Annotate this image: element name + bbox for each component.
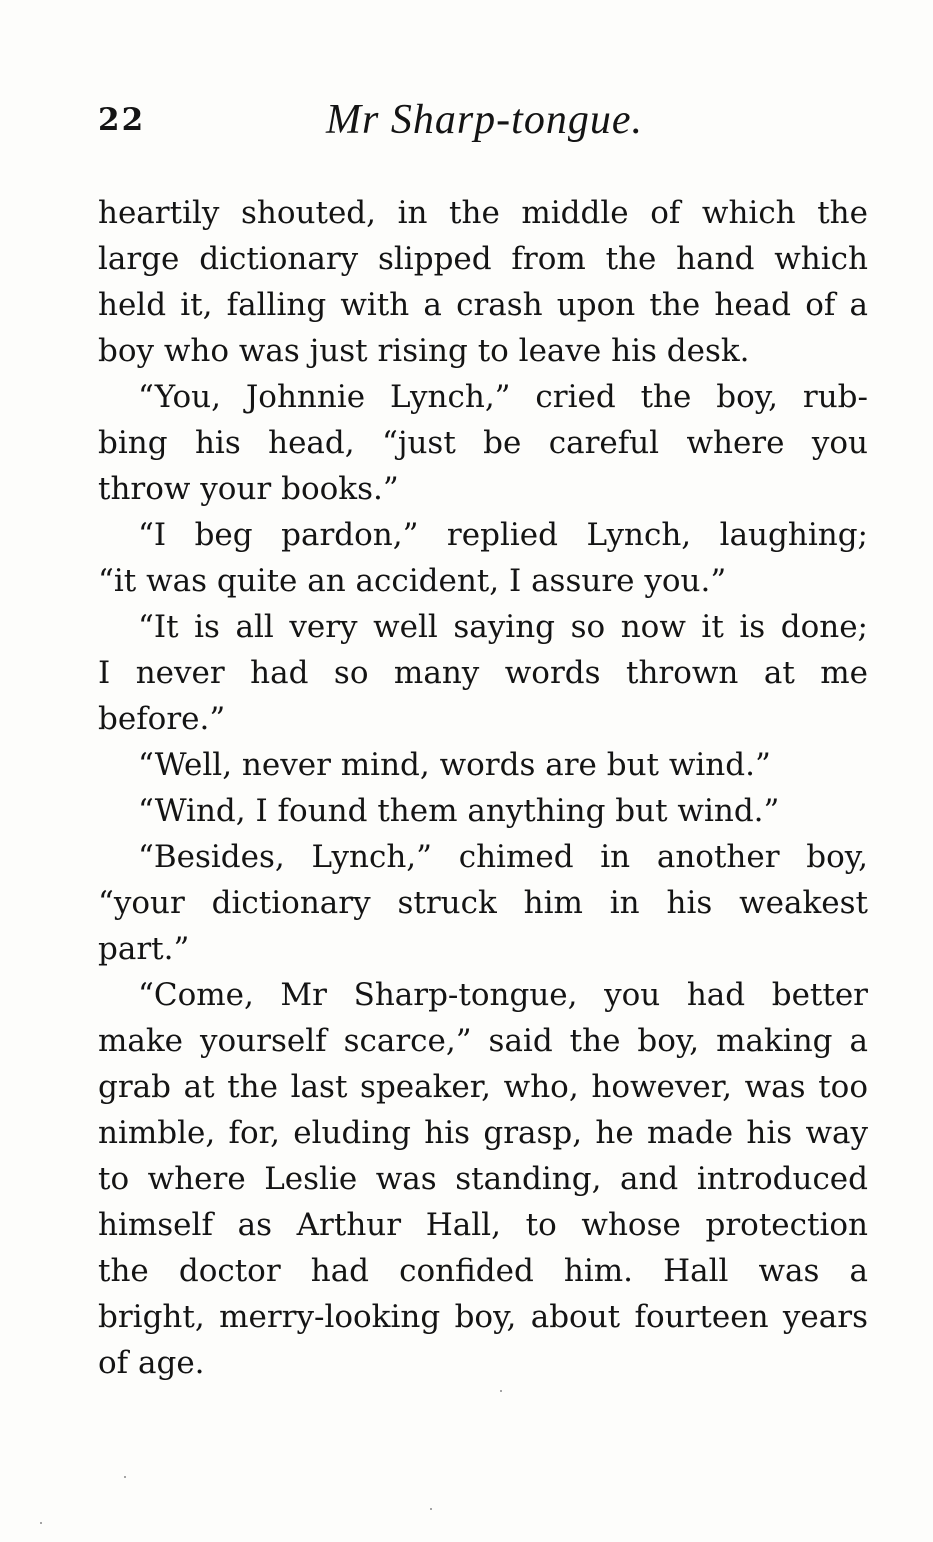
text-line: bright, merry-looking boy, about fourteen years bbox=[98, 1299, 868, 1335]
running-head bbox=[98, 96, 868, 146]
body-text bbox=[98, 190, 868, 1386]
running-title: Mr Sharp-tongue. bbox=[326, 97, 643, 143]
text-line: before.” bbox=[98, 701, 226, 737]
text-line: I never had so many words thrown at me bbox=[98, 655, 868, 691]
text-line: to where Leslie was standing, and introduced bbox=[98, 1161, 868, 1197]
text-line: himself as Arthur Hall, to whose protection bbox=[98, 1207, 868, 1243]
text-line: large dictionary slipped from the hand which bbox=[98, 241, 868, 277]
text-line: bing his head, “just be careful where you bbox=[98, 425, 868, 461]
text-line: “Well, never mind, words are but wind.” bbox=[138, 747, 771, 783]
text-line: part.” bbox=[98, 931, 190, 967]
text-line: “Come, Mr Sharp-tongue, you had better bbox=[138, 977, 868, 1013]
text-line: “it was quite an accident, I assure you.” bbox=[98, 563, 727, 599]
text-line: grab at the last speaker, who, however, was too bbox=[98, 1069, 868, 1105]
text-line: “I beg pardon,” replied Lynch, laughing; bbox=[138, 517, 868, 553]
text-line: “You, Johnnie Lynch,” cried the boy, rub- bbox=[138, 379, 868, 415]
text-line: “your dictionary struck him in his weakest bbox=[98, 885, 868, 921]
paper-speck bbox=[430, 1508, 432, 1510]
text-line: “Wind, I found them anything but wind.” bbox=[138, 793, 780, 829]
text-line: of age. bbox=[98, 1345, 205, 1381]
paper-speck bbox=[124, 1476, 126, 1478]
text-line: boy who was just rising to leave his desk. bbox=[98, 333, 750, 369]
paper-speck bbox=[500, 1390, 502, 1392]
text-line: “It is all very well saying so now it is done; bbox=[138, 609, 868, 645]
text-line: “Besides, Lynch,” chimed in another boy, bbox=[138, 839, 868, 875]
paper-speck bbox=[40, 1522, 42, 1524]
text-line: throw your books.” bbox=[98, 471, 399, 507]
text-line: nimble, for, eluding his grasp, he made his way bbox=[98, 1115, 868, 1151]
text-line: heartily shouted, in the middle of which the bbox=[98, 195, 868, 231]
text-line: make yourself scarce,” said the boy, making a bbox=[98, 1023, 868, 1059]
page-number: 22 bbox=[98, 102, 146, 138]
text-line: the doctor had confided him. Hall was a bbox=[98, 1253, 868, 1289]
text-line: held it, falling with a crash upon the head of a bbox=[98, 287, 868, 323]
